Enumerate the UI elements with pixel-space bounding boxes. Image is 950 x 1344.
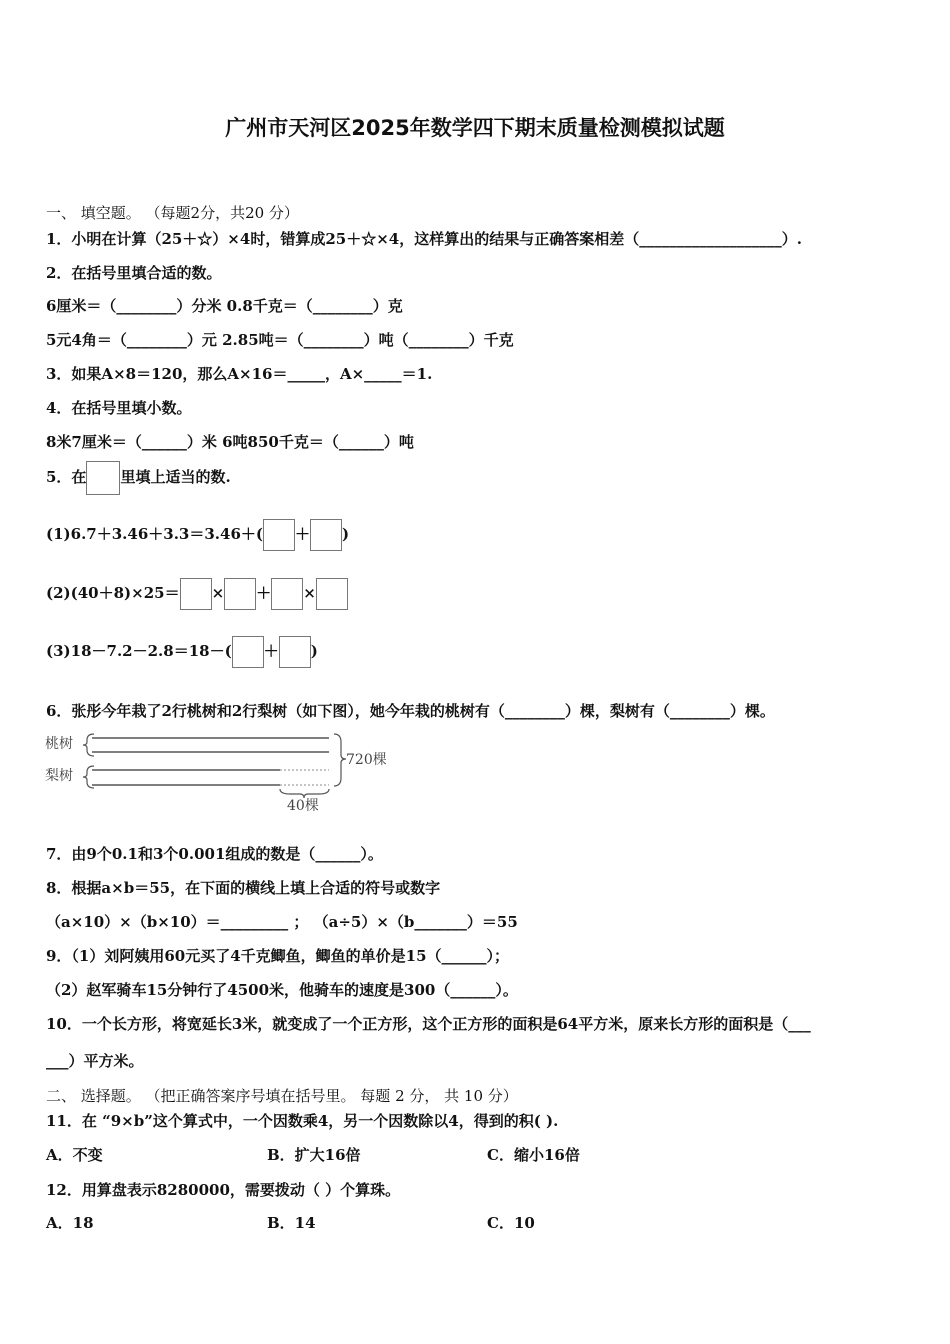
answer-box[interactable]: [232, 636, 264, 668]
answer-box[interactable]: [271, 578, 303, 610]
total-label: 720棵: [346, 752, 387, 768]
question-5-prefix: 5．在: [46, 468, 87, 486]
question-1: 1．小明在计算（25＋☆）×4时，错算成25＋☆×4，这样算出的结果与正确答案相差（___________________）.: [46, 230, 802, 248]
expression-text: (2)(40＋8)×25＝: [46, 584, 180, 602]
diff-brace: [280, 789, 329, 798]
diff-label: 40棵: [287, 798, 319, 814]
times-sign: ×: [303, 584, 316, 602]
answer-box[interactable]: [316, 578, 348, 610]
page-title: 广州市天河区2025年数学四下期末质量检测模拟试题: [225, 116, 725, 140]
plus-sign: ＋: [256, 584, 272, 602]
question-5: [46, 461, 231, 495]
q11-option-c[interactable]: C．缩小16倍: [487, 1146, 580, 1164]
question-12: 12．用算盘表示8280000，需要拨动（ ）个算珠。: [46, 1181, 401, 1199]
section-2-heading: 二、 选择题。 （把正确答案序号填在括号里。 每题 2 分， 共 10 分）: [46, 1087, 518, 1105]
question-5-part-3: [46, 636, 318, 668]
peach-brace: [83, 734, 94, 756]
question-5-part-1: [46, 519, 349, 551]
question-10: 10．一个长方形，将宽延长3米，就变成了一个正方形，这个正方形的面积是64平方米，原来长方形的面积是（___: [46, 1015, 811, 1033]
question-8-line-a: （a×10）×（b×10）＝_________ ； （a÷5）×（b_______）＝55: [46, 913, 518, 931]
answer-box[interactable]: [180, 578, 212, 610]
q11-option-b[interactable]: B．扩大16倍: [267, 1146, 361, 1164]
answer-box[interactable]: [279, 636, 311, 668]
answer-box[interactable]: [224, 578, 256, 610]
close-paren: ): [310, 642, 318, 660]
question-9-part-2: （2）赵军骑车15分钟行了4500米，他骑车的速度是300（______）。: [46, 981, 518, 999]
question-10-continued: ___）平方米。: [46, 1052, 144, 1070]
tree-diagram: [40, 728, 400, 814]
question-11: 11．在 “9×b”这个算式中，一个因数乘4，另一个因数除以4，得到的积( ).: [46, 1112, 559, 1130]
times-sign: ×: [211, 584, 225, 602]
plus-sign: ＋: [263, 642, 279, 660]
q11-option-a[interactable]: A．不变: [46, 1146, 103, 1164]
question-6: 6．张彤今年栽了2行桃树和2行梨树（如下图），她今年栽的桃树有（________）棵，梨树有（________）棵。: [46, 702, 775, 720]
question-8: 8．根据a×b＝55，在下面的横线上填上合适的符号或数字: [46, 879, 441, 897]
question-4: 4．在括号里填小数。: [46, 399, 192, 417]
peach-label: 桃树: [45, 736, 73, 752]
question-4-line-a: 8米7厘米＝（______）米 6吨850千克＝（______）吨: [46, 433, 414, 451]
question-9-part-1: 9．（1）刘阿姨用60元买了4千克鲫鱼，鲫鱼的单价是15（______）；: [46, 947, 510, 965]
expression-text: (1)6.7＋3.46＋3.3＝3.46＋(: [46, 525, 263, 543]
answer-box[interactable]: [310, 519, 342, 551]
question-7: 7．由9个0.1和3个0.001组成的数是（______）。: [46, 845, 383, 863]
question-3: 3．如果A×8＝120，那么A×16＝_____，A×_____＝1.: [46, 365, 433, 383]
section-1-heading: 一、 填空题。 （每题2分，共20 分）: [46, 204, 299, 222]
total-brace: [334, 734, 346, 786]
question-5-part-2: [46, 578, 348, 610]
question-2: 2．在括号里填合适的数。: [46, 264, 222, 282]
q12-option-a[interactable]: A．18: [46, 1214, 94, 1232]
expression-text: (3)18－7.2－2.8＝18－(: [46, 642, 232, 660]
answer-box[interactable]: [263, 519, 295, 551]
question-2-line-b: 5元4角＝（________）元 2.85吨＝（________）吨（________）千克: [46, 331, 514, 349]
close-paren: ): [342, 525, 350, 543]
q12-option-b[interactable]: B．14: [267, 1214, 316, 1232]
q12-option-c[interactable]: C．10: [487, 1214, 535, 1232]
plus-sign: ＋: [295, 525, 311, 543]
question-5-suffix: 里填上适当的数.: [120, 468, 231, 486]
question-2-line-a: 6厘米＝（________）分米 0.8千克＝（________）克: [46, 297, 403, 315]
answer-box[interactable]: [86, 461, 120, 495]
pear-label: 梨树: [45, 768, 73, 784]
